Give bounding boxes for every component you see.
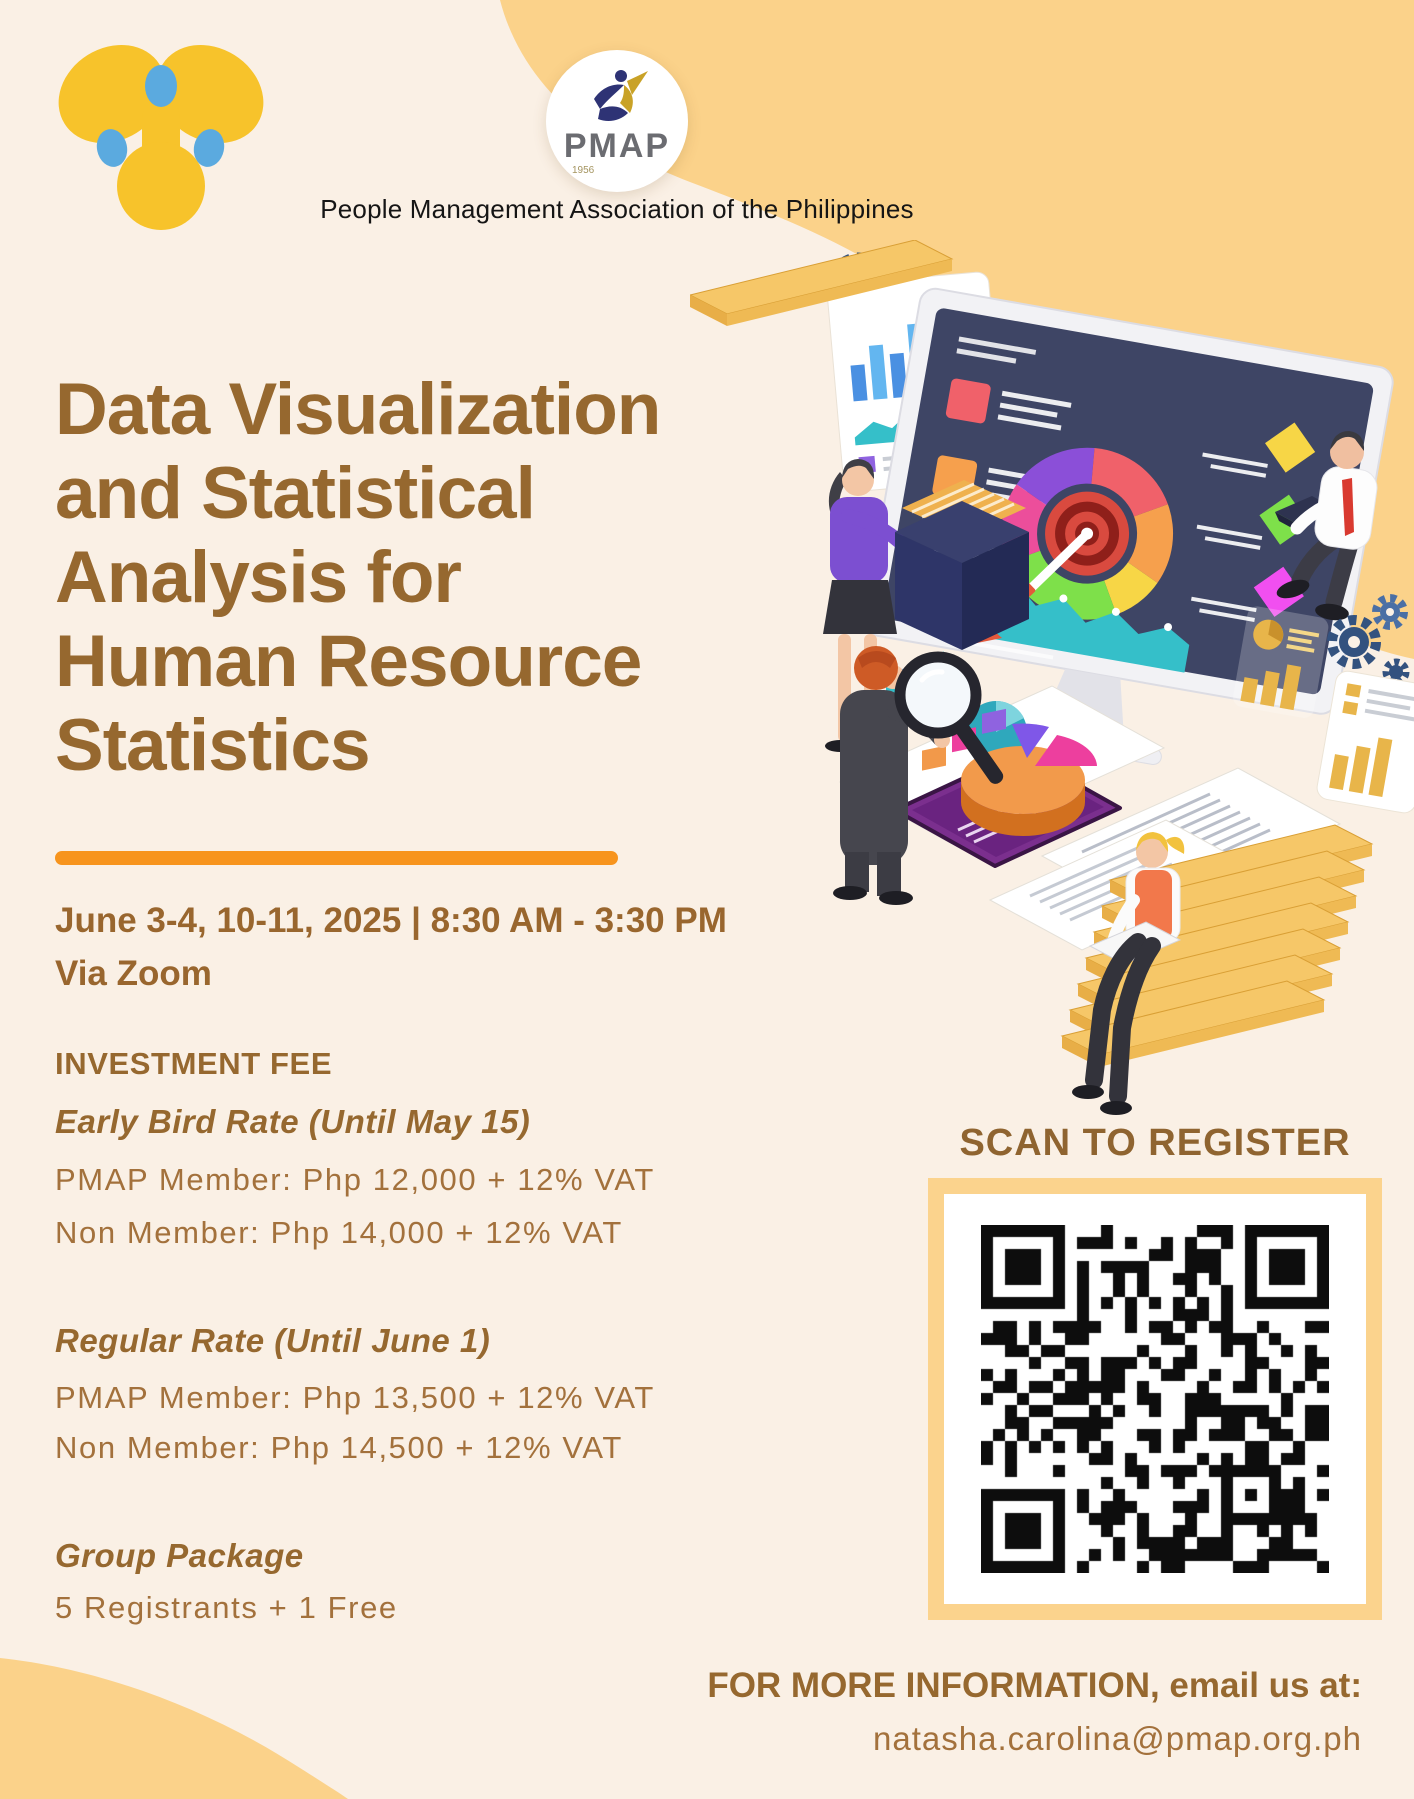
scan-to-register-heading: SCAN TO REGISTER (959, 1122, 1351, 1164)
title-line: Statistics (55, 705, 370, 786)
early-bird-rate-title: Early Bird Rate (Until May 15) (55, 1103, 531, 1140)
early-bird-nonmember-rate: Non Member: Php 14,000 + 12% VAT (55, 1215, 623, 1250)
group-package-title: Group Package (55, 1537, 304, 1574)
event-venue: Via Zoom (55, 954, 212, 993)
title-line: Analysis for (55, 537, 461, 618)
investment-fee-heading: INVESTMENT FEE (55, 1046, 333, 1081)
pmap-figure-icon (580, 69, 654, 127)
page-title (55, 368, 660, 788)
event-datetime: June 3-4, 10-11, 2025 | 8:30 AM - 3:30 PM (55, 901, 727, 940)
title-line: Human Resource (55, 621, 642, 702)
gold-stats-panel (1231, 605, 1329, 720)
data-analytics-illustration (690, 240, 1414, 1250)
title-line: Data Visualization (55, 369, 661, 450)
pmap-logo-year: 1956 (572, 164, 595, 176)
title-line: and Statistical (55, 453, 535, 534)
qr-code (981, 1225, 1329, 1573)
regular-nonmember-rate: Non Member: Php 14,500 + 12% VAT (55, 1430, 623, 1465)
regular-rate-title: Regular Rate (Until June 1) (55, 1322, 491, 1359)
contact-heading: FOR MORE INFORMATION, email us at: (707, 1666, 1362, 1705)
pmap-logo-text: PMAP (563, 126, 671, 165)
regular-member-rate: PMAP Member: Php 13,500 + 12% VAT (55, 1380, 655, 1415)
early-bird-member-rate: PMAP Member: Php 12,000 + 12% VAT (55, 1162, 655, 1197)
contact-email: natasha.carolina@pmap.org.ph (873, 1720, 1362, 1757)
group-package-detail: 5 Registrants + 1 Free (55, 1590, 398, 1625)
qr-code-frame (928, 1178, 1382, 1620)
qr-code-inner (944, 1194, 1366, 1604)
orange-divider (55, 851, 618, 865)
pmap-logo-badge (546, 50, 688, 192)
org-name: People Management Association of the Philippines (320, 194, 914, 224)
